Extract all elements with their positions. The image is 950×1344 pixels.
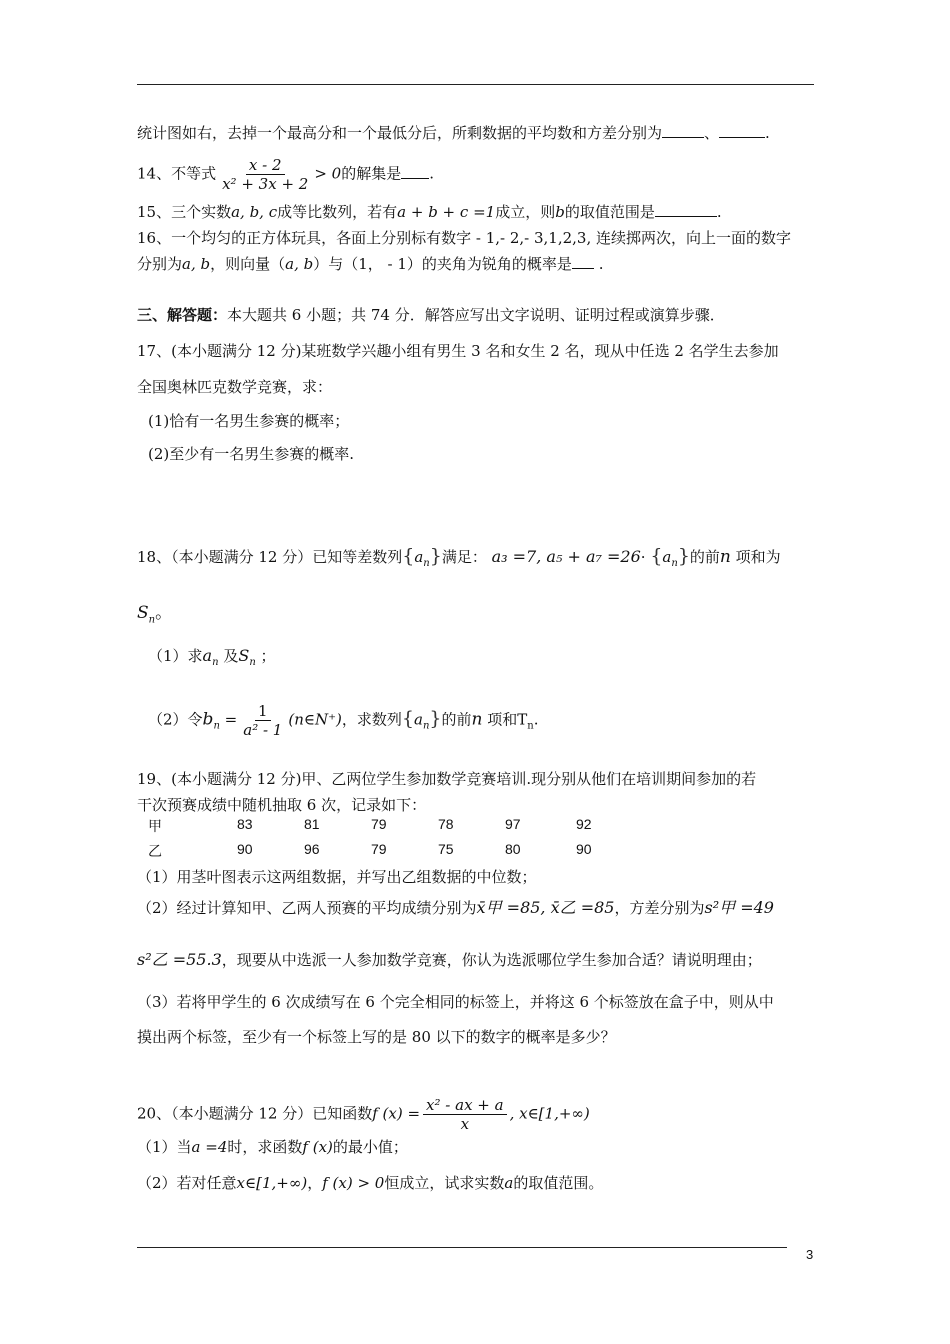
blank <box>662 123 704 138</box>
q20-den: x <box>460 1115 470 1133</box>
q18-p2-tail: 项和 <box>487 710 518 729</box>
q15-vars: a, b, c <box>231 203 278 221</box>
q20-part1 <box>137 1136 408 1158</box>
q17-part1: (1)恰有一名男生参赛的概率； <box>148 412 350 430</box>
q20-part2 <box>137 1172 603 1194</box>
q20-p1-tail: 的最小值； <box>332 1138 408 1156</box>
q15-text2: 成立，则 <box>495 203 556 221</box>
q13-text: 统计图如右，去掉一个最高分和一个最低分后，所剩数据的平均数和方差分别为 <box>137 124 663 142</box>
q16-vars: a, b <box>182 255 211 273</box>
q20-p2-cond: f (x) > 0 <box>322 1174 385 1192</box>
q18-f-den: a² - 1 <box>243 721 283 739</box>
student-name: 乙 <box>148 843 162 859</box>
q15-line <box>137 201 722 223</box>
q18-p2-an: a <box>413 710 423 729</box>
q20-p2-sep: ， <box>307 1174 323 1192</box>
q20-fraction <box>423 1096 507 1133</box>
score-cell: 92 <box>576 816 592 832</box>
q20-p1-f: f (x) <box>302 1138 333 1156</box>
q14-denominator: x² + 3x + 2 <box>222 175 309 193</box>
q18-label: 18、（本小题满分 12 分）已知等差数列 <box>137 548 403 566</box>
q16-line1: 16、一个均匀的正方体玩具，各面上分别标有数字 - 1,- 2,- 3,1,2,3, 连续掷两次，向上一面的数字 <box>137 229 792 247</box>
section-desc: 本大题共 6 小题；共 74 分．解答应写出文字说明、证明过程或演算步骤． <box>227 306 725 324</box>
q18-dot: · <box>640 548 646 566</box>
q19-p2-line2: ，现要从中选派一人参加数学竞赛，你认为选派哪位学生参加合适？请说明理由； <box>221 951 762 969</box>
blank <box>401 164 429 179</box>
q17-part2: (2)至少有一名男生参赛的概率. <box>148 445 355 463</box>
q20-fx: f (x) = <box>372 1104 421 1123</box>
q14-label: 14、不等式 <box>137 164 217 183</box>
score-cell: 97 <box>505 816 521 832</box>
score-cell: 90 <box>237 841 253 857</box>
q20-p1-label: （1）当 <box>137 1138 192 1156</box>
q20-p2-domain: x∈[1,+∞) <box>236 1174 308 1192</box>
q18-p1-end: ； <box>260 647 276 665</box>
q15-var-b: b <box>555 203 565 221</box>
q20-label: 20、（本小题满分 12 分）已知函数 <box>137 1104 373 1123</box>
q20-p2-text: 恒成立，试求实数 <box>384 1174 505 1192</box>
q20-line1 <box>137 1096 590 1133</box>
q19-line2: 干次预赛成绩中随机抽取 6 次，记录如下： <box>137 796 427 814</box>
q18-end: 。 <box>155 603 173 623</box>
q14-tail: 的解集是 <box>341 164 402 183</box>
q20-p2-a: a <box>504 1174 514 1192</box>
section-title: 三、解答题： <box>137 306 228 324</box>
q18-cond2: (n∈N⁺) <box>288 710 342 729</box>
q15-text: 成等比数列，若有 <box>277 203 398 221</box>
q20-num: x² - ax + a <box>423 1096 507 1115</box>
q18-text2: 的前 <box>689 548 720 566</box>
blank <box>655 202 717 217</box>
q18-eq: = <box>224 710 238 729</box>
q14-relation: > 0 <box>314 164 342 183</box>
q18-p2-n: n <box>471 709 483 730</box>
q18-tail: 项和为 <box>735 548 781 566</box>
q20-p1-text: 时，求函数 <box>227 1138 303 1156</box>
header-rule <box>137 84 814 85</box>
q20-p1-cond: a =4 <box>191 1138 228 1156</box>
q20-p2-tail: 的取值范围。 <box>513 1174 604 1192</box>
q16-label: 分别为 <box>137 255 183 273</box>
q18-part2: （2）令$b_n$ = $\frac{1}{\text{a² - 1}}$ (n∈N⁺)，求数列$\{a_n\}$的前n 项和$T_n$. <box>148 702 539 739</box>
score-cell: 75 <box>438 841 454 857</box>
score-cell: 81 <box>304 816 320 832</box>
q18-tn: T <box>517 710 528 729</box>
q19-p2-text2: ，方差分别为 <box>614 899 705 917</box>
page-number: 3 <box>806 1247 814 1262</box>
q18-p2-end: . <box>533 710 539 729</box>
score-cell: 80 <box>505 841 521 857</box>
q19-means: x̄甲 =85, x̄乙 =85 <box>476 898 615 917</box>
q14-numerator: x - 2 <box>246 156 285 175</box>
q18-text: 满足： <box>441 548 487 566</box>
q17-line1: 17、(本小题满分 12 分)某班数学兴趣小组有男生 3 名和女生 2 名，现从中任选 2 名学生去参加 <box>137 342 779 360</box>
q16-vector: a, b <box>285 255 314 273</box>
q19-line1: 19、(本小题满分 12 分)甲、乙两位学生参加数学竞赛培训.现分别从他们在培训期间参加的若 <box>137 770 757 788</box>
q18-fraction <box>240 702 285 739</box>
q14-fraction <box>219 156 311 193</box>
score-cell: 96 <box>304 841 320 857</box>
q19-part3-line1: （3）若将甲学生的 6 次成绩写在 6 个完全相同的标签上，并将这 6 个标签放在盒子中，则从中 <box>137 993 774 1011</box>
q18-p1-sn: S <box>238 646 250 665</box>
q18-p2-label: （2）令 <box>148 710 203 729</box>
q19-var-jia: s²甲 =49 <box>704 898 774 917</box>
q18-seq2: a <box>662 548 672 566</box>
q18-sn: S <box>137 603 149 623</box>
q18-part1: （1）求$a_n$ 及$S_n$ ； <box>148 646 276 668</box>
score-cell: 79 <box>371 841 387 857</box>
q18-p1-and: 及 <box>223 647 239 665</box>
q18-bn: b <box>202 709 214 730</box>
q18-p2-text: ，求数列 <box>341 710 402 729</box>
q19-part3-line2: 摸出两个标签，至少有一个标签上写的是 80 以下的数字的概率是多少？ <box>137 1028 616 1046</box>
period: . <box>429 164 435 183</box>
q16-line2 <box>137 253 603 275</box>
q19-p2-text: （2）经过计算知甲、乙两人预赛的平均成绩分别为 <box>137 899 477 917</box>
q18-n: n <box>719 547 731 567</box>
score-cell: 90 <box>576 841 592 857</box>
q15-label: 15、三个实数 <box>137 203 232 221</box>
period: . <box>598 255 604 273</box>
q18-p2-text2: 的前 <box>441 710 472 729</box>
score-cell: 78 <box>438 816 454 832</box>
q19-part2-line2 <box>137 949 762 971</box>
q19-part2 <box>137 897 774 919</box>
blank <box>719 123 765 138</box>
period: . <box>765 124 770 142</box>
q14-line <box>137 156 434 193</box>
section-3-heading <box>137 304 725 326</box>
q19-part1: （1）用茎叶图表示这两组数据，并写出乙组数据的中位数； <box>137 868 537 886</box>
q18-p1-an: a <box>202 646 213 665</box>
q19-var-yi: s²乙 =55.3 <box>137 950 222 969</box>
q15-tail: 的取值范围是 <box>564 203 655 221</box>
blank <box>572 254 594 269</box>
q18-f-num: 1 <box>255 702 271 721</box>
score-cell: 83 <box>237 816 253 832</box>
q17-line2: 全国奥林匹克数学竞赛，求： <box>137 378 333 396</box>
score-cell: 79 <box>371 816 387 832</box>
q13-line <box>137 122 770 144</box>
q20-p2-label: （2）若对任意 <box>137 1174 237 1192</box>
footer-rule <box>137 1247 787 1248</box>
separator: 、 <box>704 124 720 142</box>
student-name: 甲 <box>148 818 162 834</box>
q18-line1: 18、（本小题满分 12 分）已知等差数列$\{a_n\}$满足： a₃ =7, $a_5 + a_7 =26\cdot \{a_n\}$的前n 项和为 <box>137 545 781 569</box>
q16-text: ，则向量（ <box>210 255 286 273</box>
q16-tail: ）与（1， - 1）的夹角为锐角的概率是 <box>313 255 572 273</box>
q18-seq: a <box>414 548 424 566</box>
q18-condition: a₃ =7, a₅ + a₇ =26 <box>491 547 641 566</box>
q18-line2: $S_n$。 <box>137 603 173 626</box>
q18-p1-label: （1）求 <box>148 647 203 665</box>
q20-domain: , x∈[1,+∞) <box>509 1104 590 1123</box>
q15-equation: a + b + c =1 <box>397 203 496 221</box>
period: . <box>716 203 722 221</box>
